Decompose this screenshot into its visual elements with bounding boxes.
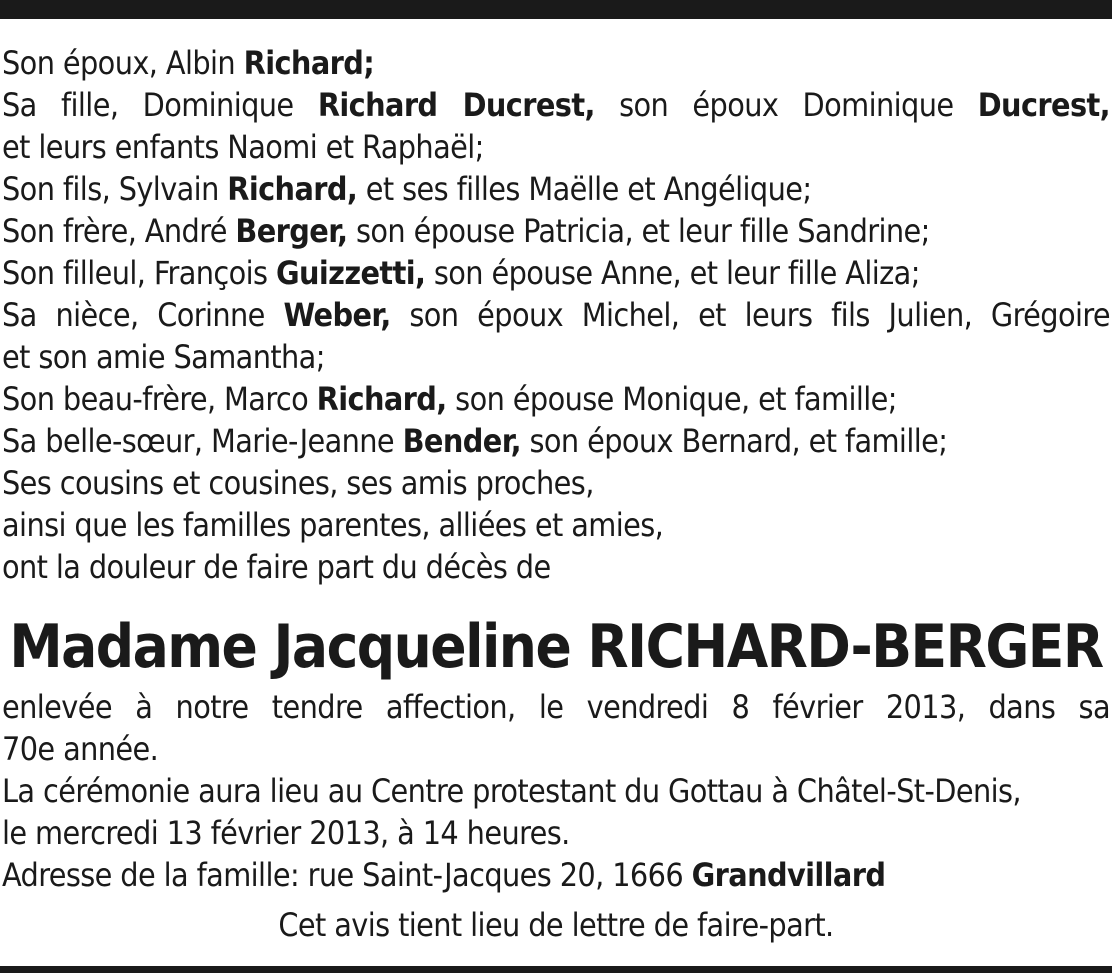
family-line: Son fils, Sylvain Richard, et ses filles Maëlle et Angélique; [2, 170, 812, 208]
family-line: Son beau-frère, Marco Richard, son épouse Monique, et famille; [2, 380, 897, 418]
family-line: et son amie Samantha; [2, 338, 325, 376]
detail-line: 70e année. [2, 730, 159, 768]
family-line: Son époux, Albin Richard; [2, 44, 375, 82]
family-line: Son filleul, François Guizzetti, son épouse Anne, et leur fille Aliza; [2, 254, 920, 292]
closing-note: Cet avis tient lieu de lettre de faire-part. [278, 906, 834, 944]
detail-line: La cérémonie aura lieu au Centre protestant du Gottau à Châtel-St-Denis, [2, 772, 1021, 810]
family-line: ainsi que les familles parentes, alliées et amies, [2, 506, 664, 544]
obituary-notice [2, 42, 1110, 946]
family-line: Sa fille, Dominique Richard Ducrest, son époux Dominique Ducrest, [2, 86, 1110, 124]
detail-line: Adresse de la famille: rue Saint-Jacques 20, 1666 Grandvillard [2, 856, 886, 894]
deceased-name: Madame Jacqueline RICHARD-BERGER [9, 613, 1103, 682]
detail-line: enlevée à notre tendre affection, le vendredi 8 février 2013, dans sa [2, 688, 1110, 726]
family-list [2, 42, 1110, 588]
family-line: Sa belle-sœur, Marie-Jeanne Bender, son époux Bernard, et famille; [2, 422, 948, 460]
top-rule [0, 0, 1112, 19]
detail-line: le mercredi 13 février 2013, à 14 heures. [2, 814, 570, 852]
family-line: Ses cousins et cousines, ses amis proches, [2, 464, 594, 502]
family-line: Son frère, André Berger, son épouse Patricia, et leur fille Sandrine; [2, 212, 930, 250]
bottom-rule [0, 966, 1112, 973]
family-line: Sa nièce, Corinne Weber, son époux Michel, et leurs fils Julien, Grégoire [2, 296, 1111, 334]
family-line: ont la douleur de faire part du décès de [2, 548, 551, 586]
family-line: et leurs enfants Naomi et Raphaël; [2, 128, 484, 166]
details [2, 686, 1110, 896]
